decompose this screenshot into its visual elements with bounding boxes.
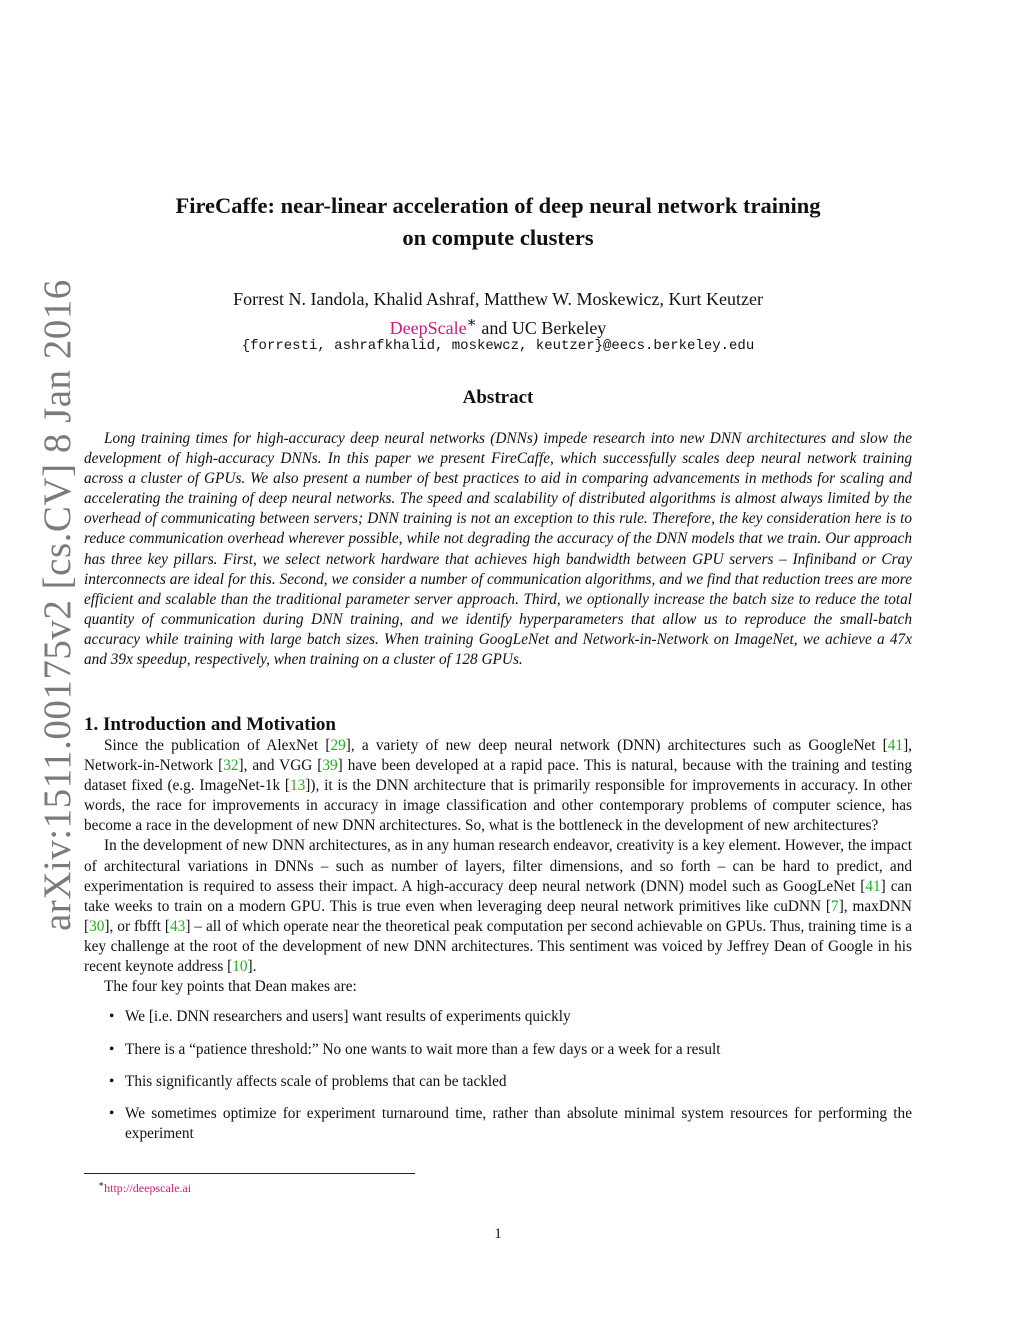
affiliation-rest: and UC Berkeley [476, 318, 607, 338]
list-item-text: We [i.e. DNN researchers and users] want results of experiments quickly [125, 1008, 571, 1026]
intro-body [84, 736, 912, 1156]
citation-link[interactable]: 10 [232, 958, 248, 976]
list-item [84, 1040, 912, 1060]
footnote-url-link[interactable]: http://deepscale.ai [104, 1181, 192, 1195]
key-points-list [84, 1007, 912, 1144]
list-item-text: There is a “patience threshold:” No one wants to wait more than a few days or a week for a result [125, 1040, 721, 1058]
text-run: ] can take weeks to train on a modern GPU. This is true even when leveraging deep neural network primitives like cuDNN [ [84, 877, 912, 915]
citation-link[interactable]: 41 [865, 877, 881, 895]
arxiv-identifier: arXiv:1511.00175v2 [cs.CV] 8 Jan 2016 [36, 279, 79, 931]
text-run: ]. [247, 958, 257, 976]
citation-link[interactable]: 39 [322, 757, 338, 775]
list-item [84, 1104, 912, 1144]
footnote-divider [84, 1173, 415, 1174]
footnote [98, 1179, 191, 1196]
author-list: Forrest N. Iandola, Khalid Ashraf, Matthew W. Moskewicz, Kurt Keutzer [233, 289, 763, 309]
text-run: ], Network-in-Network [ [84, 737, 912, 775]
text-run: ], a variety of new deep neural network (DNN) architectures such as GoogleNet [ [345, 737, 888, 754]
list-item-text: This significantly affects scale of problems that can be tackled [125, 1072, 507, 1090]
affiliation-footnote-mark: ∗ [466, 315, 477, 331]
text-run: ], or fbfft [ [104, 917, 171, 935]
bullet-icon: • [109, 1072, 115, 1090]
affiliation [130, 311, 866, 340]
text-run: ] have been developed at a rapid pace. This is natural, because with the training and testing dataset fixed (e.g. ImageNet-1k [ [84, 757, 913, 795]
title-line-1: FireCaffe: near-linear acceleration of deep neural network training [175, 193, 821, 218]
bullet-icon: • [109, 1105, 115, 1123]
intro-paragraph-3: The four key points that Dean makes are: [104, 978, 357, 996]
intro-paragraph-1 [84, 736, 912, 836]
abstract-text: Long training times for high-accuracy deep neural networks (DNNs) impede research into new DNN architectures and slow the development of high-accuracy DNNs. In this paper we present FireCaffe, which successfully scales deep neural network training across a cluster of GPUs. We also present a number of best practices to aid in comparing advancements in methods for scaling and accelerating the training of deep neural networks. The speed and scalability of distributed algorithms is almost always limited by the overhead of communicating between servers; DNN training is not an exception to this rule. Therefore, the key consideration here is to reduce communication overhead wherever possible, while not degrading the accuracy of the DNN models that we train. Our approach has three key pillars. First, we select network hardware that achieves high bandwidth between GPU servers – Infiniband or Cray interconnects are ideal for this. Second, we consider a number of communication algorithms, and we find that reduction trees are more efficient and scalable than the traditional parameter server approach. Third, we optionally increase the batch size to reduce the total quantity of communication during DNN training, and we identify hyperparameters that allow us to reproduce the small-batch accuracy while training with large batch sizes. When training GoogLeNet and Network-in-Network on ImageNet, we achieve a 47x and 39x speedup, respectively, when training on a cluster of 128 GPUs. [84, 430, 912, 669]
author-emails: {forresti, ashrafkhalid, moskewcz, keutzer}@eecs.berkeley.edu [241, 338, 755, 354]
list-item-text: We sometimes optimize for experiment turnaround time, rather than absolute minimal system resources for performing the experiment [125, 1105, 912, 1143]
citation-link[interactable]: 29 [330, 737, 346, 754]
intro-paragraph-2 [84, 836, 912, 977]
citation-link[interactable]: 13 [289, 777, 306, 795]
title-line-2: on compute clusters [402, 225, 594, 250]
page-number: 1 [494, 1226, 502, 1242]
section-heading: 1. Introduction and Motivation [84, 714, 336, 735]
text-run: ] – all of which operate near the theoretical peak computation per second achievable on GPUs. Thus, training time is a key challenge at the root of the development of new DNN architectures. This sentiment was voiced by Jeffrey Dean of Google in his recent keynote address [ [84, 917, 912, 976]
list-item [84, 1007, 912, 1027]
paper-title [130, 190, 866, 254]
citation-link[interactable]: 32 [223, 757, 239, 775]
text-run: ], and VGG [ [238, 757, 323, 775]
text-run: ], maxDNN [ [84, 897, 912, 935]
footnote-mark: ∗ [98, 1179, 105, 1189]
text-run: Since the publication of AlexNet [ [104, 737, 331, 754]
bullet-icon: • [109, 1040, 115, 1058]
citation-link[interactable]: 43 [170, 917, 186, 935]
citation-link[interactable]: 41 [887, 737, 904, 754]
list-item [84, 1072, 912, 1092]
abstract-heading: Abstract [462, 387, 534, 408]
text-run: ]), it is the DNN architecture that is primarily responsible for improvements in accuracy. In other words, the race for improvements in accuracy in image classification and other contemporary problems of computer science, has become a race in the development of new DNN architectures. So, what is the bottleneck in the development of new architectures? [84, 777, 912, 835]
citation-link[interactable]: 30 [89, 917, 105, 935]
bullet-icon: • [109, 1008, 115, 1026]
deepscale-link[interactable]: DeepScale [389, 318, 467, 338]
text-run: In the development of new DNN architectures, as in any human research endeavor, creativity is a key element. However, the impact of architectural variations in DNNs – such as number of layers, filter dimensions, and so forth – can be hard to predict, and experimentation is required to assess their impact. A high-accuracy deep neural network (DNN) model such as GoogLeNet [ [84, 837, 912, 895]
citation-link[interactable]: 7 [831, 897, 839, 915]
